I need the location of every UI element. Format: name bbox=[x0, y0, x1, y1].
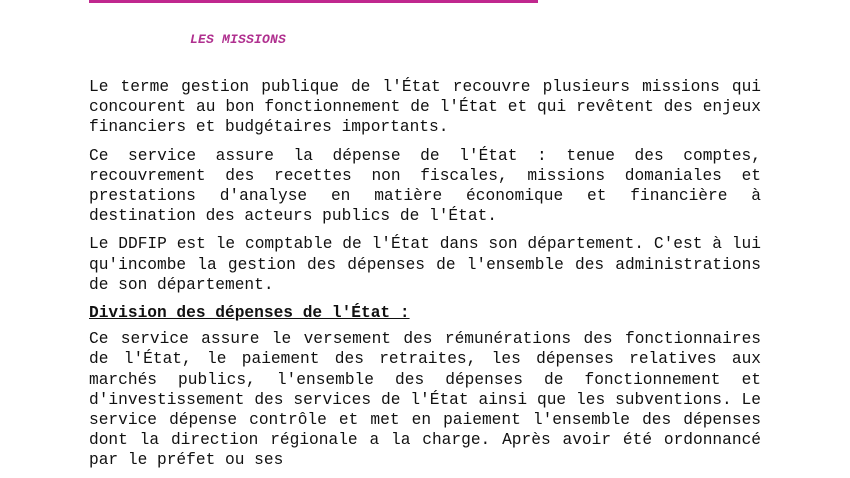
subheading-division-depenses: Division des dépenses de l'État : bbox=[89, 304, 410, 323]
paragraph-service: Ce service assure la dépense de l'État : tenue des comptes, recouvrement des recettes non fiscales, missions domaniales et prestations d'analyse en matière économique et financière à destination des acteurs publics de l'État. bbox=[89, 146, 761, 226]
paragraph-intro: Le terme gestion publique de l'État recouvre plusieurs missions qui concourent au bon fonctionnement de l'État et qui revêtent des enjeux financiers et budgétaires importants. bbox=[89, 78, 761, 137]
paragraph-division-depenses: Ce service assure le versement des rémunérations des fonctionnaires de l'État, le paiement des retraites, les dépenses relatives aux marchés publics, l'ensemble des dépenses de fonctionnement et d'investissement des services de l'État ainsi que les subventions. Le service dépense contrôle et met en paiement l'ensemble des dépenses dont la direction régionale a la charge. Après avoir été ordonnancé par le préfet ou ses bbox=[89, 330, 761, 470]
section-title: LES MISSIONS bbox=[190, 32, 287, 47]
paragraph-ddfip: Le DDFIP est le comptable de l'État dans son département. C'est à lui qu'incombe la gestion des dépenses de l'ensemble des administrations de son département. bbox=[89, 235, 761, 294]
document-body bbox=[89, 77, 761, 478]
header-accent-bar bbox=[89, 0, 538, 3]
